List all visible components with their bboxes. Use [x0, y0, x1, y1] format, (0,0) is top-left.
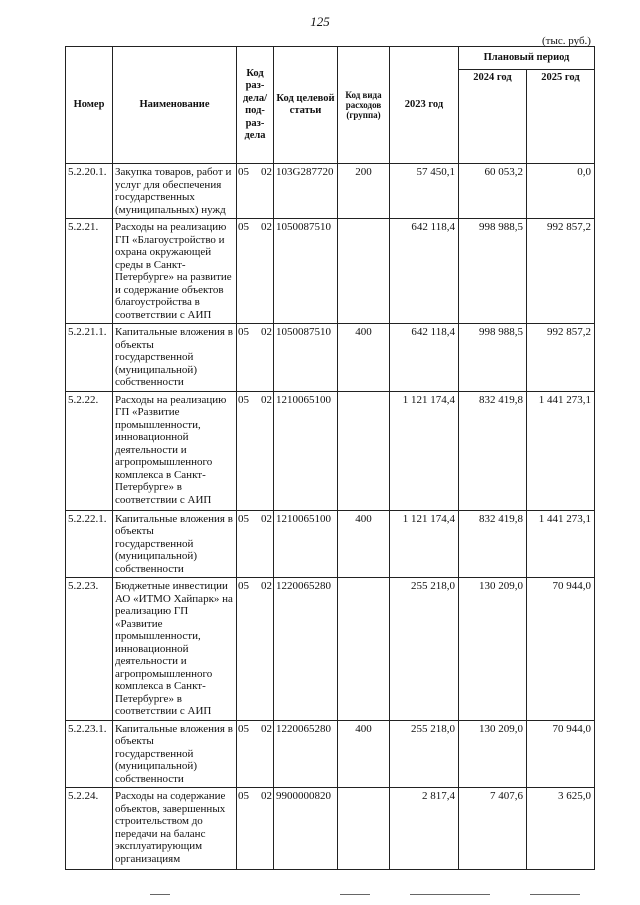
row-name: Капитальные вложения в объекты государственной (муниципальной) собственности [113, 324, 237, 392]
row-razdel [237, 391, 274, 510]
podrazdel-code: 02 [261, 722, 272, 735]
header-kod-celevoy: Код целевой статьи [274, 47, 338, 164]
row-nomer: 5.2.23.1. [66, 720, 113, 788]
table-row [66, 324, 595, 392]
podrazdel-code: 02 [261, 580, 272, 592]
row-2023: 255 218,0 [390, 578, 459, 721]
podrazdel-code: 02 [261, 326, 272, 338]
table-row [66, 391, 595, 510]
row-name: Капитальные вложения в объекты государственной (муниципальной) собственности [113, 720, 237, 788]
row-2025: 70 944,0 [527, 720, 595, 788]
row-2025: 992 857,2 [527, 219, 595, 324]
row-nomer: 5.2.23. [66, 578, 113, 721]
row-name: Расходы на содержание объектов, завершенных строительством до передачи на баланс эксплуатирующим организациям [113, 788, 237, 870]
row-2024: 998 988,5 [459, 324, 527, 392]
row-celevaya: 1210065100 [274, 391, 338, 510]
podrazdel-code: 02 [261, 393, 272, 406]
page-footer-marks [150, 894, 590, 898]
units-label: (тыс. руб.) [542, 35, 591, 47]
table-row [66, 788, 595, 870]
row-razdel [237, 324, 274, 392]
table-row [66, 720, 595, 788]
table-row [66, 164, 595, 219]
row-2025: 1 441 273,1 [527, 391, 595, 510]
row-vid: 200 [338, 164, 390, 219]
header-kod-vida: Код вида расходов (группа) [338, 47, 390, 164]
row-vid [338, 788, 390, 870]
row-2025: 3 625,0 [527, 788, 595, 870]
row-celevaya: 1220065280 [274, 720, 338, 788]
row-name: Закупка товаров, работ и услуг для обеспечения государственных (муниципальных) нужд [113, 164, 237, 219]
page-number: 125 [310, 14, 330, 29]
row-celevaya: 1050087510 [274, 324, 338, 392]
row-2023: 57 450,1 [390, 164, 459, 219]
row-vid [338, 578, 390, 721]
table-row [66, 578, 595, 721]
podrazdel-code: 02 [261, 221, 272, 233]
table-row [66, 510, 595, 578]
row-razdel [237, 219, 274, 324]
row-2024: 832 419,8 [459, 510, 527, 578]
row-nomer: 5.2.21.1. [66, 324, 113, 392]
row-celevaya: 1050087510 [274, 219, 338, 324]
razdel-code: 05 [238, 393, 249, 406]
row-vid [338, 219, 390, 324]
row-2024: 60 053,2 [459, 164, 527, 219]
row-2023: 1 121 174,4 [390, 510, 459, 578]
podrazdel-code: 02 [261, 512, 272, 525]
razdel-code: 05 [238, 580, 249, 592]
row-nomer: 5.2.20.1. [66, 164, 113, 219]
header-2023: 2023 год [390, 47, 459, 164]
row-name: Капитальные вложения в объекты государственной (муниципальной) собственности [113, 510, 237, 578]
header-planoviy: Плановый период [459, 47, 595, 70]
row-vid [338, 391, 390, 510]
row-razdel [237, 164, 274, 219]
row-celevaya: 9900000820 [274, 788, 338, 870]
row-2024: 7 407,6 [459, 788, 527, 870]
row-2025: 1 441 273,1 [527, 510, 595, 578]
table-row [66, 219, 595, 324]
row-razdel [237, 788, 274, 870]
row-vid: 400 [338, 720, 390, 788]
row-vid: 400 [338, 510, 390, 578]
row-2023: 1 121 174,4 [390, 391, 459, 510]
row-2025: 992 857,2 [527, 324, 595, 392]
row-celevaya: 103G287720 [274, 164, 338, 219]
header-2024: 2024 год [459, 70, 527, 164]
header-naimenovanie: Наименование [113, 47, 237, 164]
row-celevaya: 1210065100 [274, 510, 338, 578]
row-2023: 642 118,4 [390, 219, 459, 324]
row-nomer: 5.2.24. [66, 788, 113, 870]
row-razdel [237, 720, 274, 788]
podrazdel-code: 02 [261, 166, 272, 178]
razdel-code: 05 [238, 722, 249, 735]
row-2025: 0,0 [527, 164, 595, 219]
row-2024: 130 209,0 [459, 720, 527, 788]
razdel-code: 05 [238, 790, 249, 802]
header-2025: 2025 год [527, 70, 595, 164]
budget-table [65, 46, 595, 870]
podrazdel-code: 02 [261, 790, 272, 802]
row-celevaya: 1220065280 [274, 578, 338, 721]
razdel-code: 05 [238, 512, 249, 525]
razdel-code: 05 [238, 326, 249, 338]
row-nomer: 5.2.22. [66, 391, 113, 510]
row-2024: 832 419,8 [459, 391, 527, 510]
razdel-code: 05 [238, 221, 249, 233]
razdel-code: 05 [238, 166, 249, 178]
row-name: Бюджетные инвестиции АО «ИТМО Хайпарк» на реализацию ГП «Развитие промышленности, инновационной деятельности и агропромышленного комплекса в Санкт-Петербурге» в соответствии с АИП [113, 578, 237, 721]
row-razdel [237, 578, 274, 721]
row-2024: 998 988,5 [459, 219, 527, 324]
row-2023: 642 118,4 [390, 324, 459, 392]
row-vid: 400 [338, 324, 390, 392]
row-2023: 255 218,0 [390, 720, 459, 788]
header-nomer: Номер [66, 47, 113, 164]
row-name: Расходы на реализацию ГП «Благоустройство и охрана окружающей среды в Санкт-Петербурге» на развитие и содержание объектов благоустройства в соответствии с АИП [113, 219, 237, 324]
row-2024: 130 209,0 [459, 578, 527, 721]
row-nomer: 5.2.22.1. [66, 510, 113, 578]
header-kod-razdela: Код раз-дела/ под-раз-дела [237, 47, 274, 164]
row-name: Расходы на реализацию ГП «Развитие промышленности, инновационной деятельности и агропромышленного комплекса в Санкт-Петербурге» в соответствии с АИП [113, 391, 237, 510]
row-nomer: 5.2.21. [66, 219, 113, 324]
row-2023: 2 817,4 [390, 788, 459, 870]
row-2025: 70 944,0 [527, 578, 595, 721]
row-razdel [237, 510, 274, 578]
